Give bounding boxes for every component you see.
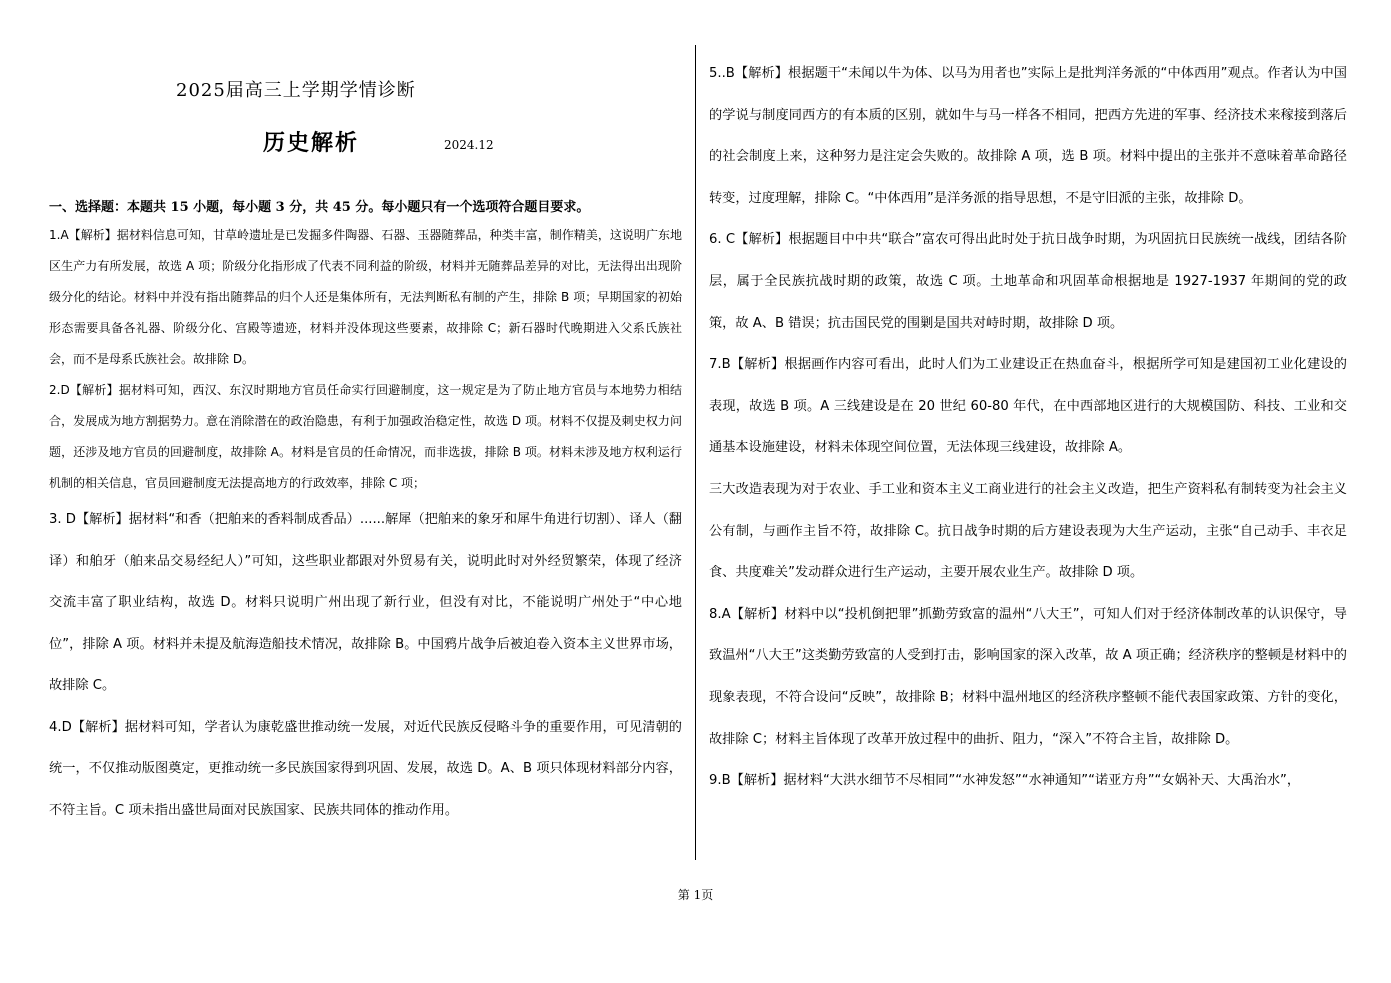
answer-7-continued: 三大改造表现为对于农业、手工业和资本主义工商业进行的社会主义改造，把生产资料私有制转变为社会主义公有制，与画作主旨不符，故排除 C。抗日战争时期的后方建设表现为大生产运动，主张“自己动手、丰衣足食、共度难关”发动群众进行生产运动，主要开展农业生产。故排除 D 项。 bbox=[709, 481, 1347, 581]
right-column bbox=[709, 53, 1347, 802]
section-heading: 一、选择题：本题共 15 小题，每小题 3 分，共 45 分。每小题只有一个选项符合题目要求。 bbox=[49, 200, 590, 215]
exam-title: 2025届高三上学期学情诊断 bbox=[176, 80, 416, 101]
subject-title: 历史解析 bbox=[263, 130, 360, 156]
answer-3: 3. D【解析】据材料“和香（把舶来的香料制成香品）......解犀（把舶来的象牙和犀牛角进行切割）、译人（翻译）和舶牙（舶来品交易经纪人）”可知，这些职业都跟对外贸易有关，说明此时对外经贸繁荣，体现了经济交流丰富了职业结构，故选 D。材料只说明广州出现了新行业，但没有对比，不能说明广州处于“中心地位”，排除 A 项。材料并未提及航海造船技术情况，故排除 B。中国鸦片战争后被迫卷入资本主义世界市场，故排除 C。 bbox=[49, 512, 682, 693]
answer-5: 5..B【解析】根据题干“未闻以牛为体、以马为用者也”实际上是批判洋务派的“中体西用”观点。作者认为中国的学说与制度同西方的有本质的区别，就如牛与马一样各不相同，把西方先进的军事、经济技术来稼接到落后的社会制度上来，这种努力是注定会失败的。故排除 A 项，选 B 项。材料中提出的主张并不意味着革命路径转变，过度理解，排除 C。“中体西用”是洋务派的指导思想，不是守旧派的主张，故排除 D。 bbox=[709, 66, 1347, 206]
page-number: 第 1页 bbox=[677, 888, 714, 902]
answer-1: 1.A【解析】据材料信息可知，甘草岭遗址是已发掘多件陶器、石器、玉器随葬品，种类丰富，制作精美，这说明广东地区生产力有所发展，故选 A 项；阶级分化指形成了代表不同利益的阶级，材料并无随葬品差异的对比，无法得出出现阶级分化的结论。材料中并没有指出随葬品的归个人还是集体所有，无法判断私有制的产生，排除 B 项；早期国家的初始形态需要具备各礼器、阶级分化、宫殿等遗迹，材料并没体现这些要素，故排除 C；新石器时代晚期进入父系氏族社会，而不是母系氏族社会。故排除 D。 bbox=[49, 228, 682, 366]
answer-2: 2.D【解析】据材料可知，西汉、东汉时期地方官员任命实行回避制度，这一规定是为了防止地方官员与本地势力相结合，发展成为地方割据势力。意在消除潜在的政治隐患，有利于加强政治稳定性，故选 D 项。材料不仅提及刺史权力问题，还涉及地方官员的回避制度，故排除 A。材料是官员的任命情况，而非选拔，排除 B 项。材料未涉及地方权利运行机制的相关信息，官员回避制度无法提高地方的行政效率，排除 C 项； bbox=[49, 383, 682, 490]
answer-8: 8.A【解析】材料中以“投机倒把罪”抓勤劳致富的温州“八大王”，可知人们对于经济体制改革的认识保守，导致温州“八大王”这类勤劳致富的人受到打击，影响国家的深入改革，故 A 项正确；经济秩序的整顿是材料中的现象表现，不符合设问“反映”，故排除 B；材料中温州地区的经济秩序整顿不能代表国家政策、方针的变化，故排除 C；材料主旨体现了改革开放过程中的曲折、阻力，“深入”不符合主旨，故排除 D。 bbox=[709, 606, 1347, 747]
answer-6: 6. C【解析】根据题目中中共“联合”富农可得出此时处于抗日战争时期，为巩固抗日民族统一战线，团结各阶层，属于全民族抗战时期的政策，故选 C 项。土地革命和巩固革命根据地是 1927-1937 年期间的党的政策，故 A、B 错误；抗击国民党的围剿是国共对峙时期，故排除 D 项。 bbox=[709, 232, 1347, 331]
answer-7: 7.B【解析】根据画作内容可看出，此时人们为工业建设正在热血奋斗，根据所学可知是建国初工业化建设的表现，故选 B 项。A 三线建设是在 20 世纪 60-80 年代，在中西部地区进行的大规模国防、科技、工业和交通基本设施建设，材料未体现空间位置，无法体现三线建设，故排除 A。 bbox=[709, 357, 1347, 456]
column-divider bbox=[695, 45, 696, 860]
answer-9: 9.B【解析】据材料“大洪水细节不尽相同”“水神发怒”“水神通知”“诺亚方舟”“女娲补天、大禹治水”， bbox=[709, 773, 1301, 789]
exam-date: 2024.12 bbox=[444, 138, 494, 152]
left-column bbox=[49, 196, 682, 831]
answer-4: 4.D【解析】据材料可知，学者认为康乾盛世推动统一发展，对近代民族反侵略斗争的重要作用，可见清朝的统一，不仅推动版图奠定，更推动统一多民族国家得到巩固、发展，故选 D。A、B 项只体现材料部分内容，不符主旨。C 项未指出盛世局面对民族国家、民族共同体的推动作用。 bbox=[49, 719, 682, 818]
